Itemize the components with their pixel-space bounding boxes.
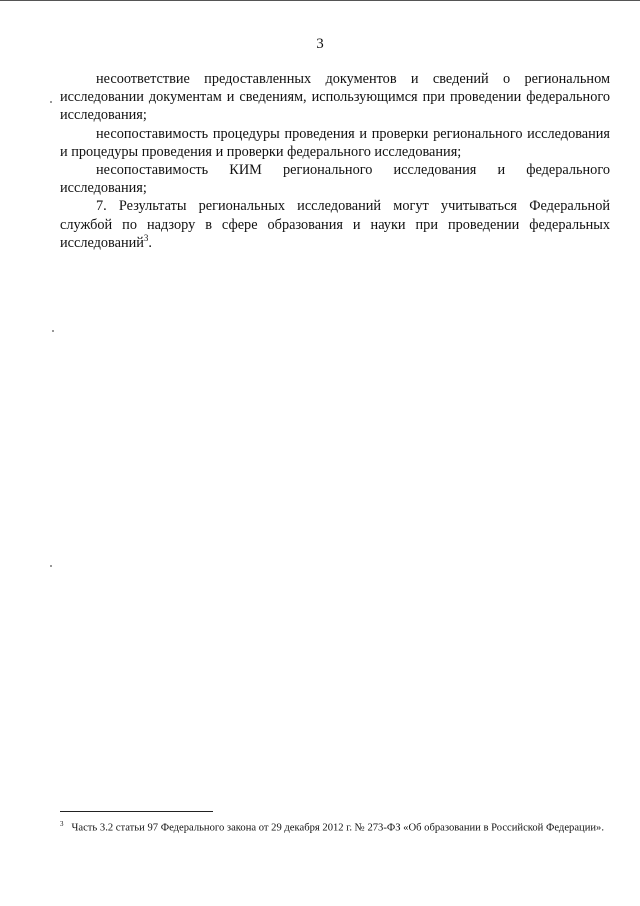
page-number: 3 — [316, 36, 324, 52]
footnote-text: Часть 3.2 статьи 97 Федерального закона от 29 декабря 2012 г. № 273-ФЗ «Об образовании в Российской Федерации». — [71, 822, 604, 834]
document-body — [60, 70, 610, 252]
paragraph-4-text: 7. Результаты региональных исследований могут учитываться Федеральной службой по надзору в сфере образования и науки при проведении федеральных исследований — [60, 198, 610, 251]
paragraph-2: несопоставимость процедуры проведения и проверки регионального исследования и процедуры проведения и проверки федерального исследования; — [60, 125, 610, 160]
footnote — [60, 817, 610, 836]
scan-speck — [50, 565, 52, 567]
scan-speck — [52, 330, 54, 332]
paragraph-3: несопоставимость КИМ регионального исследования и федерального исследования; — [60, 162, 610, 197]
footnote-mark: 3 — [60, 820, 64, 828]
paragraph-1: несоответствие предоставленных документов и сведений о региональном исследовании документам и сведениям, использующимся при проведении федерального исследования; — [60, 71, 610, 124]
top-edge-line — [0, 0, 640, 1]
footnote-reference[interactable]: 3 — [143, 233, 149, 244]
paragraph-4: 7. Результаты региональных исследований могут учитываться Федеральной службой по надзору в сфере образования и науки при проведении федеральных исследований$^3$. — [60, 198, 610, 251]
scan-speck — [50, 101, 52, 103]
footnote-separator — [60, 811, 213, 812]
